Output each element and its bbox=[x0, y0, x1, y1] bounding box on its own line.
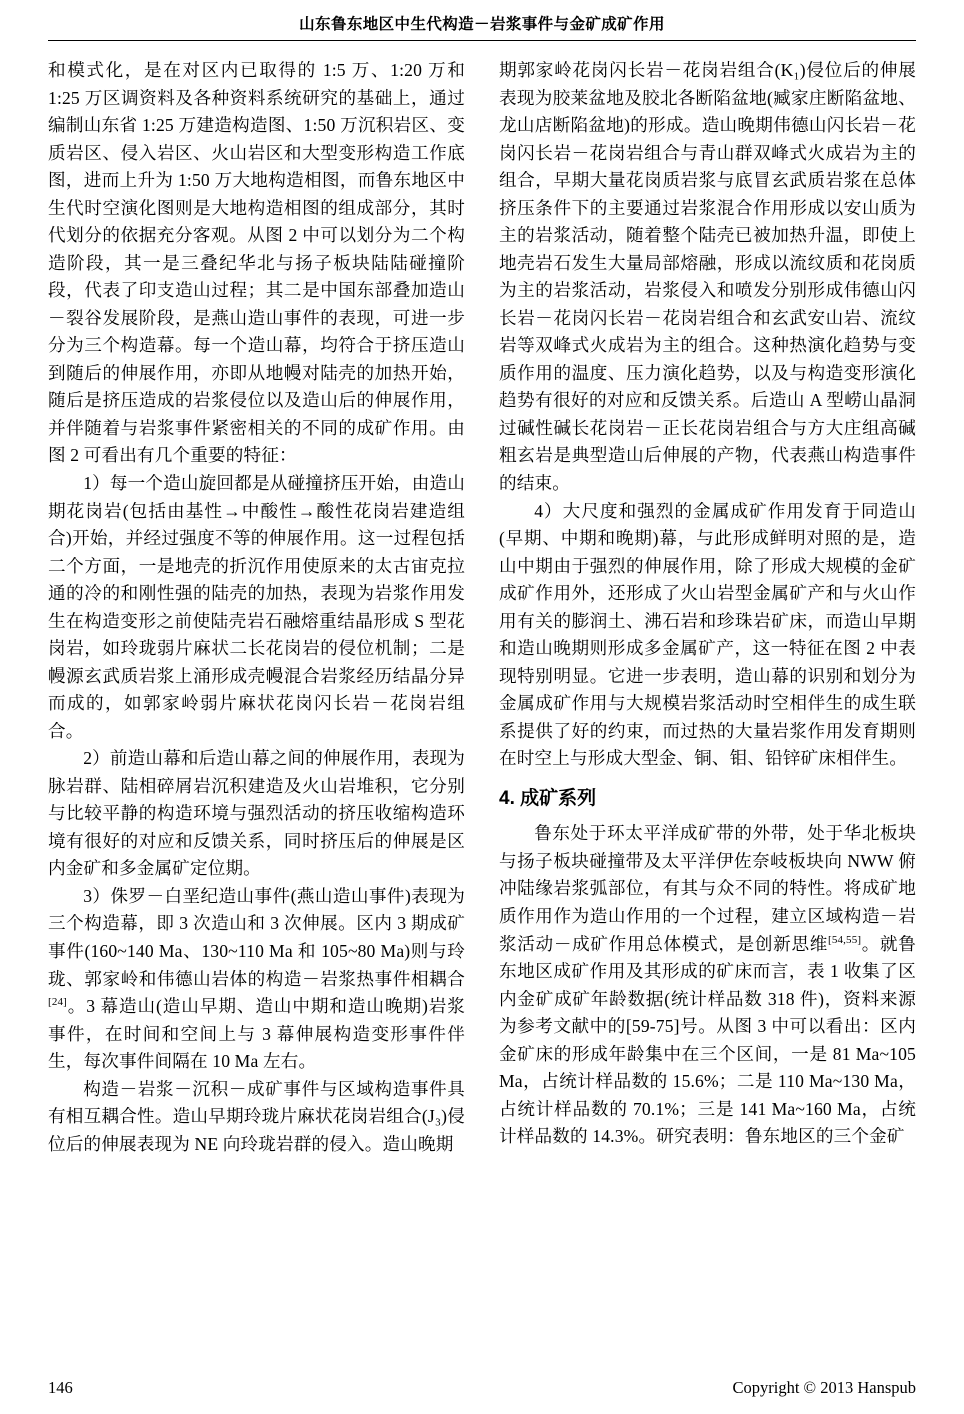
page-footer bbox=[48, 1378, 916, 1398]
paragraph-left-5: 构造－岩浆－沉积－成矿事件与区域构造事件具有相互耦合性。造山早期玲珑片麻状花岗岩组合(J₃)侵位后的伸展表现为 NE 向玲珑岩群的侵入。造山晚期 bbox=[48, 1078, 465, 1154]
paragraph-right-3-text-b: 。就鲁东地区成矿作用及其形成的矿床而言，表 1 收集了区内金矿成矿年龄数据(统计样品数 318 件)，资料来源为参考文献中的[59-75]号。从图 3 中可以看出：区内金矿床的形成年龄集中在三个区间，一是 81 Ma~105 Ma，占统计样品数的 15.6%；二是 110 Ma~130 Ma，占统计样品数的 70.1%；三是 141 Ma~160 Ma，占统计样品数的 14.3%。研究表明：鲁东地区的三个金矿 bbox=[499, 933, 917, 1147]
paragraph-left-2: 1）每一个造山旋回都是从碰撞挤压开始，由造山期花岗岩(包括由基性→中酸性→酸性花岗岩建造组合)开始，并经过强度不等的伸展作用。这一过程包括二个方面，一是地壳的折沉作用使原来的太古宙克拉通的冷的和刚性强的陆壳的加热，表现为岩浆作用发生在构造变形之前使陆壳岩石融熔重结晶形成 S 型花岗岩，如玲珑弱片麻状二长花岗岩的侵位机制；二是幔源玄武质岩浆上涌形成壳幔混合岩浆经历结晶分异而成的，如郭家岭弱片麻状花岗闪长岩－花岗岩组合。 bbox=[48, 472, 465, 741]
running-head: 山东鲁东地区中生代构造－岩浆事件与金矿成矿作用 bbox=[299, 16, 665, 33]
two-column-body bbox=[48, 57, 916, 1158]
citation-ref-24: [24] bbox=[48, 996, 67, 1009]
copyright-notice: Copyright © 2013 Hanspub bbox=[732, 1378, 916, 1397]
left-column bbox=[48, 57, 465, 1158]
paragraph-left-1: 和模式化，是在对区内已取得的 1:5 万、1:20 万和 1:25 万区调资料及各种资料系统研究的基础上，通过编制山东省 1:25 万建造构造图、1:50 万沉积岩区、变质岩区、侵入岩区、火山岩区和大型变形构造工作底图，进而上升为 1:50 万大地构造相图，而鲁东地区中生代时空演化图则是大地构造相图的组成部分，其时代划分的依据充分客观。从图 2 中可以划分为二个构造阶段，其一是三叠纪华北与扬子板块陆陆碰撞阶段，代表了印支造山过程；其二是中国东部叠加造山－裂谷发展阶段，是燕山造山事件的表现，可进一步分为三个构造幕。每一个造山幕，均符合于挤压造山到随后的伸展作用，亦即从地幔对陆壳的加热开始，随后是挤压造成的岩浆侵位以及造山后的伸展作用，并伴随着与岩浆事件紧密相关的不同的成矿作用。由图 2 可看出有几个重要的特征： bbox=[48, 60, 465, 466]
paragraph-right-3-text-a: 鲁东处于环太平洋成矿带的外带，处于华北板块与扬子板块碰撞带及太平洋伊佐奈岐板块向 NWW 俯冲陆缘岩浆弧部位，有其与众不同的特性。将成矿地质作用作为造山作用的一个过程，建立区域构造－岩浆活动－成矿作用总体模式，是创新思维 bbox=[499, 823, 916, 954]
paragraph-left-4-text: 3）侏罗－白垩纪造山事件(燕山造山事件)表现为三个构造幕，即 3 次造山和 3 次伸展。区内 3 期成矿事件(160~140 Ma、130~110 Ma 和 105~80 Ma)则与玲珑、郭家岭和伟德山岩体的构造－岩浆热事件相耦合 bbox=[48, 885, 465, 989]
paragraph-right-1: 期郭家岭花岗闪长岩－花岗岩组合(K₁)侵位后的伸展表现为胶莱盆地及胶北各断陷盆地(臧家庄断陷盆地、龙山店断陷盆地)的形成。造山晚期伟德山闪长岩－花岗闪长岩－花岗岩组合与青山群双峰式火成岩为主的组合，早期大量花岗质岩浆与底冒玄武质岩浆在总体挤压条件下的主要通过岩浆混合作用形成以安山质为主的岩浆活动，随着整个陆壳已被加热升温，即使上地壳岩石发生大量局部熔融，形成以流纹质和花岗质为主的岩浆活动，岩浆侵入和喷发分别形成伟德山闪长岩－花岗闪长岩－花岗岩组合和玄武安山岩、流纹岩等双峰式火成岩为主的组合。这种热演化趋势与变质作用的温度、压力演化趋势，以及与构造变形演化趋势有很好的对应和反馈关系。后造山 A 型崂山晶洞过碱性碱长花岗岩－正长花岗岩组合与方大庄组高碱粗玄岩是典型造山后伸展的产物，代表燕山构造事件的结束。 bbox=[499, 60, 916, 493]
page-number: 146 bbox=[48, 1378, 73, 1397]
paragraph-left-4-text-cont: 。3 幕造山(造山早期、造山中期和造山晚期)岩浆事件，在时间和空间上与 3 幕伸展构造变形事件伴生，每次事件间隔在 10 Ma 左右。 bbox=[48, 996, 465, 1072]
paragraph-right-2: 4）大尺度和强烈的金属成矿作用发育于同造山(早期、中期和晚期)幕，与此形成鲜明对照的是，造山中期由于强烈的伸展作用，除了形成大规模的金矿成矿作用外，还形成了火山岩型金属矿产和与火山作用有关的膨润土、沸石岩和珍珠岩矿床，而造山早期和造山晚期则形成多金属矿产，这一特征在图 2 中表现特别明显。它进一步表明，造山幕的识别和划分为金属成矿作用与大规模岩浆活动时空相伴生的成生联系提供了好的约束，而过热的大量岩浆作用发育期则在时空上与形成大型金、铜、钼、铅锌矿床相伴生。 bbox=[499, 500, 916, 769]
right-column bbox=[499, 57, 916, 1151]
paragraph-left-4 bbox=[48, 883, 465, 1076]
section-heading-4: 4. 成矿系列 bbox=[499, 787, 597, 809]
paragraph-right-3 bbox=[499, 820, 916, 1150]
citation-ref-54-55: [54,55] bbox=[828, 933, 862, 946]
header-rule bbox=[48, 40, 916, 41]
paragraph-left-3: 2）前造山幕和后造山幕之间的伸展作用，表现为脉岩群、陆相碎屑岩沉积建造及火山岩堆积，它分别与比较平静的构造环境与强烈活动的挤压收缩构造环境有很好的对应和反馈关系，同时挤压后的伸展是区内金矿和多金属矿定位期。 bbox=[48, 748, 465, 879]
